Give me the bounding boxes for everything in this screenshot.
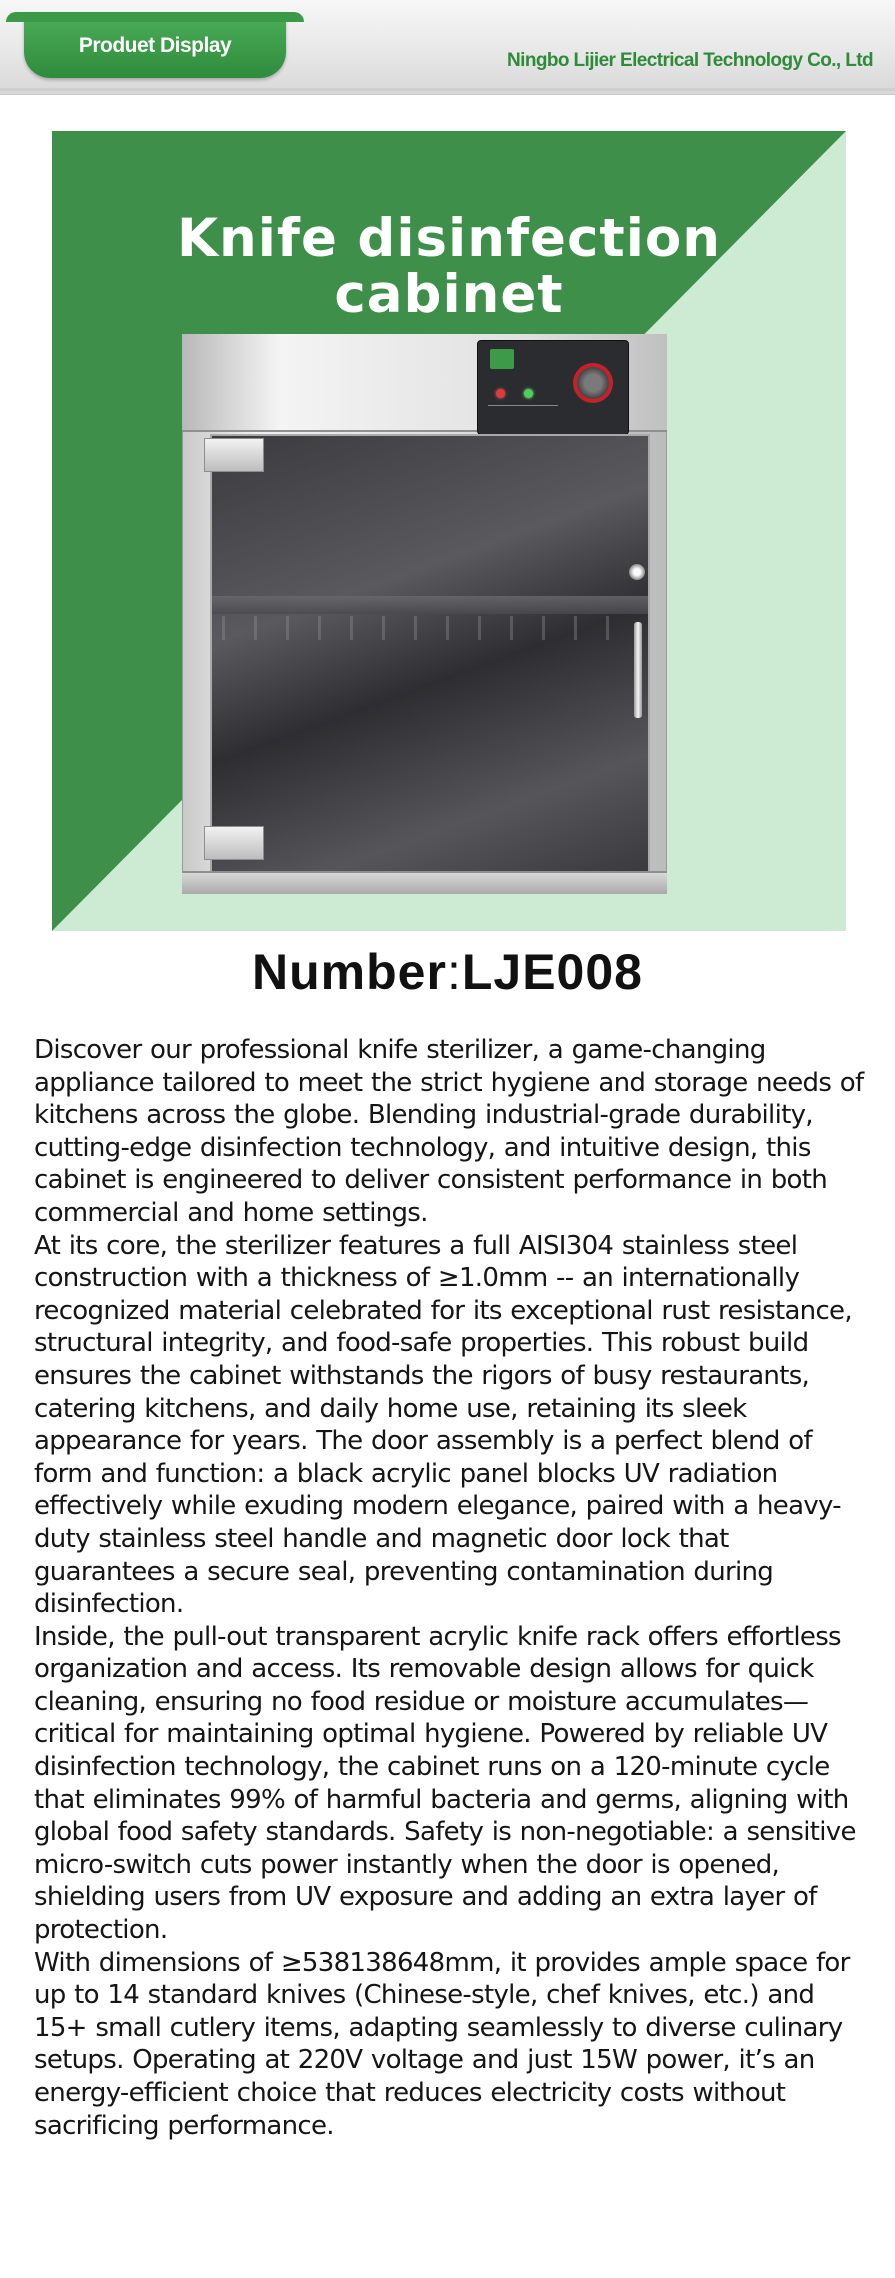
hero-title-line1: Knife disinfection <box>176 208 722 269</box>
upper-hinge-icon <box>204 438 264 472</box>
description-paragraph: Discover our professional knife sterilizer, a game-changing appliance tailored to meet the strict hygiene and storage needs of kitchens across the globe. Blending industrial-grade durability, cutting-edge disinfection technology, and intuitive design, this cabinet is engineered to deliver consistent performance in both commercial and home settings. <box>34 1035 864 1228</box>
door-handle-icon <box>634 622 642 718</box>
product-display-tab-label: Produet Display <box>78 34 232 57</box>
product-hero-image <box>52 131 846 931</box>
cabinet-illustration <box>182 334 667 894</box>
knife-rack <box>222 616 638 640</box>
hero-title-line2: cabinet <box>334 264 564 325</box>
product-description <box>34 1034 868 2142</box>
lower-hinge-icon <box>204 826 264 860</box>
description-paragraph: With dimensions of ≥538138648mm, it provides ample space for up to 14 standard knives (Chinese-style, chef knives, etc.) and 15+ small cutlery items, adapting seamlessly to diverse culinary setups. Operating at 220V voltage and just 15W power, it’s an energy-efficient choice that reduces electricity costs without sacrificing performance. <box>34 1947 850 2141</box>
model-number-separator: : <box>446 944 462 1000</box>
warning-label-icon <box>488 405 558 427</box>
company-name: Ningbo Lijier Electrical Technology Co., Ltd <box>507 50 873 71</box>
product-display-tab[interactable] <box>24 12 286 78</box>
power-indicator-icon <box>496 389 505 398</box>
uv-indicator-icon <box>524 389 533 398</box>
control-panel <box>477 340 629 435</box>
brand-logo-icon <box>490 349 514 369</box>
timer-knob-icon <box>573 363 613 403</box>
door-lock-icon <box>629 564 645 580</box>
description-paragraph: Inside, the pull-out transparent acrylic knife rack offers effortless organization and access. Its removable design allows for quick cleaning, ensuring no food residue or moisture accumulates—critical for maintaining optimal hygiene. Powered by reliable UV disinfection technology, the cabinet runs on a 120-minute cycle that eliminates 99% of harmful bacteria and germs, aligning with global food safety standards. Safety is non-negotiable: a sensitive micro-switch cuts power instantly when the door is opened, shielding users from UV exposure and adding an extra layer of protection. <box>34 1621 856 1946</box>
cabinet-base <box>182 871 667 894</box>
header-divider <box>0 88 895 91</box>
model-number-label: Number <box>252 944 447 1000</box>
model-number <box>0 943 895 1001</box>
glass-door <box>210 434 650 876</box>
model-number-value: LJE008 <box>461 944 643 1000</box>
hero-title <box>52 208 846 325</box>
description-paragraph: At its core, the sterilizer features a full AISI304 stainless steel construction with a thickness of ≥1.0mm -- an internationally recognized material celebrated for its exceptional rust resistance, structural integrity, and food-safe properties. This robust build ensures the cabinet withstands the rigors of busy restaurants, catering kitchens, and daily home use, retaining its sleek appearance for years. The door assembly is a perfect blend of form and function: a black acrylic panel blocks UV radiation effectively while exuding modern elegance, paired with a heavy-duty stainless steel handle and magnetic door lock that guarantees a secure seal, preventing contamination during disinfection. <box>34 1230 852 1620</box>
header-bar <box>0 0 895 95</box>
door-reflection <box>212 596 648 614</box>
